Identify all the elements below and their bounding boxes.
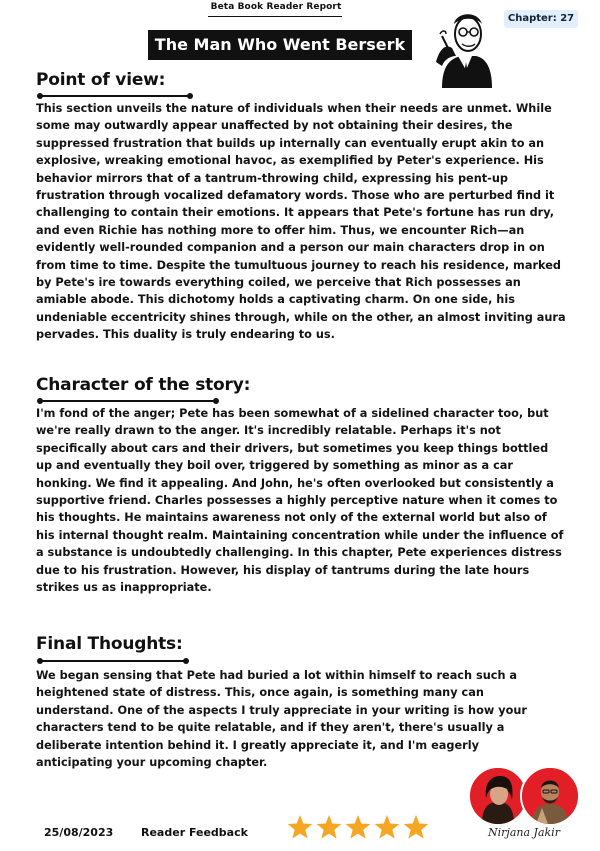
- page-title: The Man Who Went Berserk: [148, 30, 412, 60]
- section-heading-character: Character of the story:: [36, 375, 251, 395]
- star-rating: [286, 814, 432, 842]
- section-body-final-thoughts: We began sensing that Pete had buried a lot within himself to reach such a heightened state of distress. This, once again, is something many can understand. One of the aspects I truly appreciate in your writing is how your characters tend to be quite relatable, and if they aren't, there's usually a deliberate intention behind it. I greatly appreciate it, and I'm eagerly anticipating your upcoming chapter.: [36, 669, 527, 770]
- star-icon: [346, 815, 371, 839]
- chapter-badge: Chapter: 27: [504, 10, 578, 28]
- star-icon: [404, 815, 429, 839]
- reviewer-signature: Nirjana Jakir: [488, 826, 560, 839]
- reader-feedback-label: Reader Feedback: [141, 826, 248, 839]
- report-date: 25/08/2023: [44, 826, 114, 839]
- report-label: Beta Book Reader Report: [210, 2, 342, 12]
- woman-portrait-icon: [470, 768, 526, 824]
- section-heading-point-of-view: Point of view:: [36, 70, 166, 90]
- star-icon: [317, 815, 342, 839]
- section-heading-final-thoughts: Final Thoughts:: [36, 634, 183, 654]
- reviewer-avatar-nirjana: [468, 766, 528, 826]
- section-body-character: I'm fond of the anger; Pete has been somewhat of a sidelined character too, but we're really drawn to the anger. It's incredibly relatable. Perhaps it's not specifically about cars and their drivers, but sometimes you keep things bottled up and eventually they boil over, triggered by something as minor as a car honking. We find it appealing. And John, he's often overlooked but consistently a supportive friend. Charles possesses a highly perceptive nature when it comes to his thoughts. He maintains awareness not only of the external world but also of his internal thought realm. Maintaining concentration while under the influence of a substance is undoubtedly challenging. In this chapter, Pete experiences distress due to his frustration. However, his display of tantrums during the late hours strikes us as inappropriate.: [36, 407, 564, 595]
- section-rule: [40, 95, 190, 97]
- reviewer-avatar-jakir: [520, 766, 580, 826]
- star-icon: [375, 815, 400, 839]
- star-icon: [288, 815, 313, 839]
- section-rule: [40, 400, 216, 402]
- report-label-underline: [208, 16, 342, 17]
- man-with-glasses-illustration: [432, 4, 494, 88]
- section-rule: [40, 660, 186, 662]
- section-body-point-of-view: This section unveils the nature of individuals when their needs are unmet. While some may outwardly appear unaffected by not obtaining their desires, the suppressed frustration that builds up internally can eventually erupt akin to an explosive, wreaking emotional havoc, as exemplified by Peter's experience. His behavior mirrors that of a tantrum-throwing child, expressing his pent-up frustration through vocalized defamatory words. Those who are perturbed find it challenging to contain their emotions. It appears that Pete's fortune has run dry, and even Richie has nothing more to offer him. Thus, we encounter Rich—an evidently well-rounded companion and a person our main characters drop in on from time to time. Despite the tumultuous journey to reach his residence, marked by Pete's ire towards everything coiled, we perceive that Rich possesses an amiable abode. This dichotomy holds a captivating charm. On one side, his undeniable eccentricity shines through, while on the other, an almost inviting aura pervades. This duality is truly endearing to us.: [36, 102, 566, 342]
- man-portrait-icon: [522, 768, 578, 824]
